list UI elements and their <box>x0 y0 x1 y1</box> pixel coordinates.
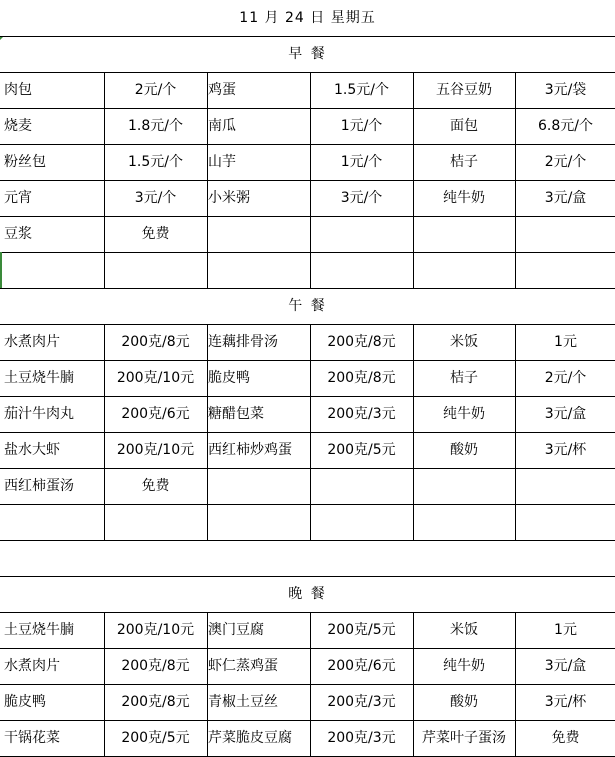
item-price-cell[interactable]: 3元/盒 <box>544 406 587 422</box>
item-name-cell[interactable] <box>413 252 515 288</box>
item-name-cell[interactable]: 鸡蛋 <box>208 82 236 98</box>
grid-line <box>310 684 311 720</box>
item-price-cell[interactable]: 1元 <box>554 622 577 638</box>
grid-line <box>310 396 311 432</box>
item-price-cell[interactable]: 200克/3元 <box>327 406 396 422</box>
section-title-lunch: 午 餐 <box>288 298 327 314</box>
grid-line <box>207 468 208 504</box>
grid-line <box>207 504 208 540</box>
item-name-cell[interactable]: 干锅花菜 <box>4 730 60 746</box>
item-price-cell[interactable]: 3元/袋 <box>544 82 587 98</box>
row-line <box>0 540 615 541</box>
item-price-cell[interactable]: 200克/3元 <box>327 730 396 746</box>
table-row <box>0 72 615 108</box>
table-row <box>0 612 615 648</box>
item-price-cell[interactable]: 200克/8元 <box>121 658 190 674</box>
item-name-cell[interactable] <box>208 252 308 288</box>
item-name-cell[interactable]: 南瓜 <box>208 118 236 134</box>
item-price-cell[interactable]: 1.8元/个 <box>128 118 183 134</box>
item-price-cell[interactable]: 1.5元/个 <box>128 154 183 170</box>
item-price-cell[interactable]: 1.5元/个 <box>334 82 389 98</box>
item-name-cell[interactable]: 芹菜叶子蛋汤 <box>422 730 506 746</box>
grid-line <box>413 396 414 432</box>
grid-line <box>207 720 208 756</box>
item-name-cell[interactable]: 五谷豆奶 <box>436 82 492 98</box>
grid-line <box>310 648 311 684</box>
table-row <box>0 252 615 288</box>
item-name-cell[interactable]: 肉包 <box>4 82 32 98</box>
item-name-cell[interactable]: 青椒土豆丝 <box>208 694 278 710</box>
item-name-cell[interactable]: 米饭 <box>450 334 478 350</box>
item-price-cell[interactable] <box>516 216 615 252</box>
item-name-cell[interactable] <box>208 468 308 504</box>
grid-line <box>104 252 105 288</box>
grid-line <box>413 144 414 180</box>
grid-line <box>310 72 311 108</box>
table-row <box>0 324 615 360</box>
item-price-cell[interactable]: 200克/8元 <box>327 370 396 386</box>
item-price-cell[interactable]: 3元/盒 <box>544 190 587 206</box>
grid-line <box>207 108 208 144</box>
item-price-cell[interactable]: 2元/个 <box>134 82 177 98</box>
item-price-cell[interactable]: 200克/6元 <box>121 406 190 422</box>
grid-line <box>413 684 414 720</box>
grid-line <box>515 324 516 360</box>
grid-line <box>413 216 414 252</box>
grid-line <box>104 144 105 180</box>
item-name-cell[interactable]: 虾仁蒸鸡蛋 <box>208 658 278 674</box>
item-name-cell[interactable]: 烧麦 <box>4 118 32 134</box>
section-title-breakfast: 早 餐 <box>288 46 327 62</box>
table-row <box>0 648 615 684</box>
item-price-cell[interactable] <box>105 252 206 288</box>
grid-line <box>104 432 105 468</box>
table-row <box>0 432 615 468</box>
item-price-cell[interactable]: 1元/个 <box>340 154 383 170</box>
item-price-cell[interactable]: 免费 <box>141 478 170 494</box>
item-name-cell[interactable] <box>413 504 515 540</box>
item-name-cell[interactable]: 芹菜脆皮豆腐 <box>208 730 292 746</box>
grid-line <box>207 144 208 180</box>
item-price-cell[interactable] <box>105 504 206 540</box>
grid-line <box>104 72 105 108</box>
item-name-cell[interactable]: 纯牛奶 <box>443 190 485 206</box>
grid-line <box>207 612 208 648</box>
item-name-cell[interactable]: 土豆烧牛腩 <box>4 622 74 638</box>
grid-line <box>413 72 414 108</box>
item-price-cell[interactable] <box>516 504 615 540</box>
table-row <box>0 396 615 432</box>
grid-line <box>207 648 208 684</box>
grid-line <box>515 648 516 684</box>
grid-line <box>207 252 208 288</box>
grid-line <box>207 180 208 216</box>
grid-line <box>515 432 516 468</box>
item-name-cell[interactable]: 小米粥 <box>208 190 250 206</box>
grid-line <box>310 504 311 540</box>
item-price-cell[interactable]: 1元 <box>554 334 577 350</box>
item-name-cell[interactable]: 豆浆 <box>4 226 32 242</box>
item-price-cell[interactable] <box>311 504 412 540</box>
item-price-cell[interactable]: 200克/10元 <box>116 442 195 458</box>
item-price-cell[interactable]: 200克/10元 <box>116 370 195 386</box>
grid-line <box>413 504 414 540</box>
item-name-cell[interactable]: 酸奶 <box>450 442 478 458</box>
item-name-cell[interactable]: 纯牛奶 <box>443 406 485 422</box>
grid-line <box>104 360 105 396</box>
item-name-cell[interactable]: 元宵 <box>4 190 32 206</box>
grid-line <box>515 720 516 756</box>
table-row <box>0 216 615 252</box>
grid-line <box>310 360 311 396</box>
grid-line <box>310 324 311 360</box>
item-name-cell[interactable]: 水煮肉片 <box>4 658 60 674</box>
grid-line <box>413 108 414 144</box>
item-name-cell[interactable]: 西红柿蛋汤 <box>4 478 74 494</box>
item-name-cell[interactable] <box>4 504 104 540</box>
grid-line <box>207 216 208 252</box>
grid-line <box>515 504 516 540</box>
item-price-cell[interactable] <box>311 216 412 252</box>
table-row <box>0 360 615 396</box>
grid-line <box>310 108 311 144</box>
item-name-cell[interactable]: 酸奶 <box>450 694 478 710</box>
table-row <box>0 180 615 216</box>
grid-line <box>104 108 105 144</box>
grid-line <box>515 612 516 648</box>
item-price-cell[interactable]: 3元/个 <box>340 190 383 206</box>
grid-line <box>310 216 311 252</box>
item-price-cell[interactable]: 3元/杯 <box>544 442 587 458</box>
grid-line <box>515 396 516 432</box>
item-price-cell[interactable]: 200克/8元 <box>121 334 190 350</box>
item-price-cell[interactable]: 免费 <box>551 730 580 746</box>
item-price-cell[interactable]: 1元/个 <box>340 118 383 134</box>
item-price-cell[interactable]: 2元/个 <box>544 370 587 386</box>
grid-line <box>104 324 105 360</box>
grid-line <box>310 252 311 288</box>
grid-line <box>413 612 414 648</box>
grid-line <box>104 396 105 432</box>
grid-line <box>413 432 414 468</box>
item-name-cell[interactable]: 澳门豆腐 <box>208 622 264 638</box>
grid-line <box>104 216 105 252</box>
grid-line <box>515 360 516 396</box>
item-name-cell[interactable]: 茄汁牛肉丸 <box>4 406 74 422</box>
grid-line <box>104 468 105 504</box>
grid-line <box>515 252 516 288</box>
item-name-cell[interactable] <box>4 252 104 288</box>
item-name-cell[interactable]: 山芋 <box>208 154 236 170</box>
item-price-cell[interactable] <box>311 252 412 288</box>
item-price-cell[interactable]: 200克/3元 <box>327 694 396 710</box>
grid-line <box>207 396 208 432</box>
item-price-cell[interactable]: 200克/6元 <box>327 658 396 674</box>
grid-line <box>515 216 516 252</box>
item-price-cell[interactable] <box>311 468 412 504</box>
section-top-line <box>0 36 615 37</box>
item-price-cell[interactable]: 免费 <box>141 226 170 242</box>
item-name-cell[interactable] <box>413 468 515 504</box>
grid-line <box>310 432 311 468</box>
grid-line <box>515 72 516 108</box>
item-price-cell[interactable]: 200克/5元 <box>121 730 190 746</box>
table-row <box>0 720 615 756</box>
item-price-cell[interactable]: 6.8元/个 <box>538 118 593 134</box>
item-name-cell[interactable]: 土豆烧牛腩 <box>4 370 74 386</box>
grid-line <box>207 432 208 468</box>
grid-line <box>104 648 105 684</box>
item-price-cell[interactable]: 3元/杯 <box>544 694 587 710</box>
item-price-cell[interactable]: 2元/个 <box>544 154 587 170</box>
grid-line <box>310 144 311 180</box>
page-title: 11 月 24 日 星期五 <box>239 10 376 26</box>
item-name-cell[interactable] <box>208 504 308 540</box>
item-name-cell[interactable] <box>413 216 515 252</box>
grid-line <box>413 360 414 396</box>
grid-line <box>413 252 414 288</box>
grid-line <box>310 720 311 756</box>
item-name-cell[interactable]: 米饭 <box>450 622 478 638</box>
item-price-cell[interactable]: 200克/8元 <box>121 694 190 710</box>
grid-line <box>207 684 208 720</box>
grid-line <box>515 180 516 216</box>
table-row <box>0 684 615 720</box>
item-name-cell[interactable]: 西红柿炒鸡蛋 <box>208 442 292 458</box>
grid-line <box>413 648 414 684</box>
section-top-line <box>0 576 615 577</box>
grid-line <box>515 684 516 720</box>
item-name-cell[interactable]: 桔子 <box>450 154 478 170</box>
item-price-cell[interactable]: 3元/个 <box>134 190 177 206</box>
table-row <box>0 468 615 504</box>
item-price-cell[interactable] <box>516 252 615 288</box>
grid-line <box>207 360 208 396</box>
grid-line <box>310 612 311 648</box>
item-price-cell[interactable]: 200克/8元 <box>327 334 396 350</box>
selected-cell-indicator <box>0 252 2 288</box>
item-price-cell[interactable]: 200克/10元 <box>116 622 195 638</box>
section-top-line <box>0 288 615 289</box>
item-name-cell[interactable]: 纯牛奶 <box>443 658 485 674</box>
grid-line <box>413 180 414 216</box>
item-price-cell[interactable]: 3元/盒 <box>544 658 587 674</box>
grid-line <box>104 612 105 648</box>
item-name-cell[interactable]: 糖醋包菜 <box>208 406 264 422</box>
item-name-cell[interactable]: 连藕排骨汤 <box>208 334 278 350</box>
table-row <box>0 144 615 180</box>
grid-line <box>515 108 516 144</box>
grid-line <box>515 144 516 180</box>
item-name-cell[interactable]: 盐水大虾 <box>4 442 60 458</box>
item-name-cell[interactable]: 粉丝包 <box>4 154 46 170</box>
grid-line <box>104 684 105 720</box>
grid-line <box>104 504 105 540</box>
grid-line <box>515 468 516 504</box>
table-row <box>0 504 615 540</box>
grid-line <box>104 720 105 756</box>
item-price-cell[interactable] <box>516 468 615 504</box>
item-name-cell[interactable]: 脆皮鸭 <box>4 694 46 710</box>
item-name-cell[interactable]: 水煮肉片 <box>4 334 60 350</box>
grid-line <box>413 468 414 504</box>
item-price-cell[interactable]: 200克/5元 <box>327 442 396 458</box>
item-name-cell[interactable] <box>208 216 308 252</box>
grid-line <box>207 72 208 108</box>
grid-line <box>413 720 414 756</box>
grid-line <box>104 180 105 216</box>
grid-line <box>413 324 414 360</box>
item-name-cell[interactable]: 脆皮鸭 <box>208 370 250 386</box>
item-price-cell[interactable]: 200克/5元 <box>327 622 396 638</box>
grid-line <box>310 180 311 216</box>
item-name-cell[interactable]: 面包 <box>450 118 478 134</box>
section-title-dinner: 晚 餐 <box>288 586 327 602</box>
grid-line <box>310 468 311 504</box>
item-name-cell[interactable]: 桔子 <box>450 370 478 386</box>
table-row <box>0 108 615 144</box>
grid-line <box>207 324 208 360</box>
